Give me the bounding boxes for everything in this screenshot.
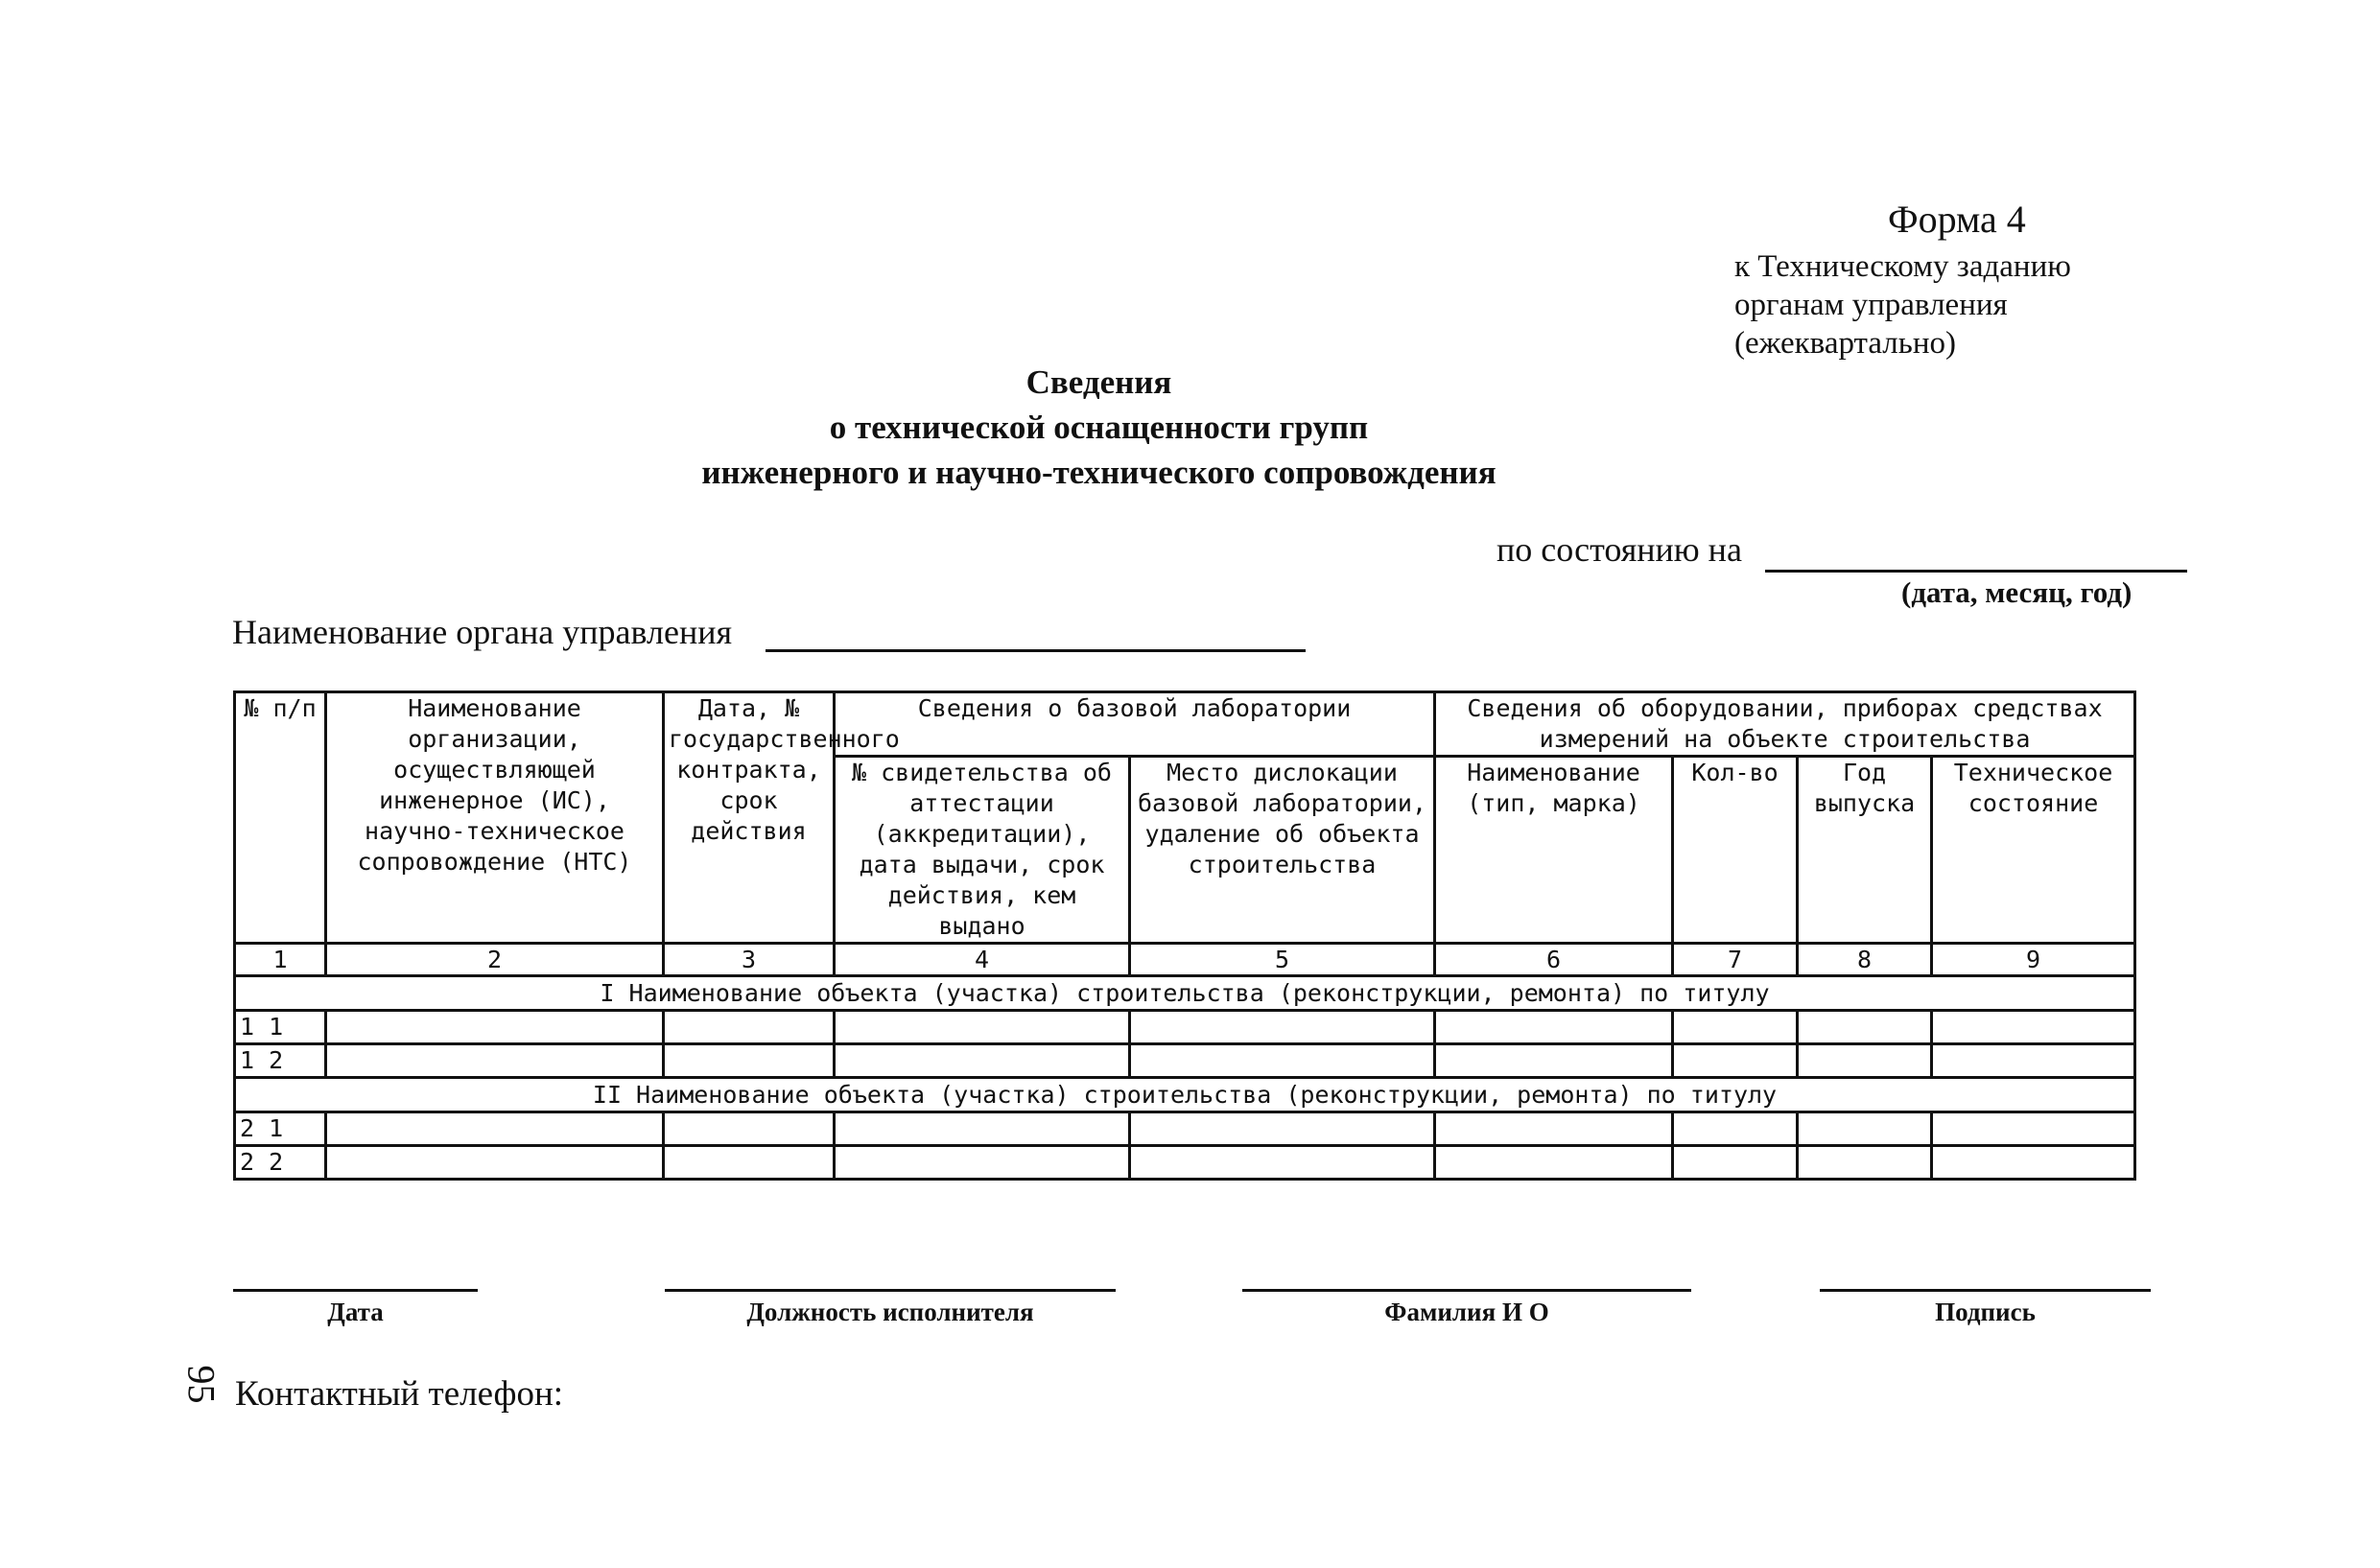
header-group-lab: Сведения о базовой лаборатории bbox=[835, 692, 1435, 757]
table-cell[interactable] bbox=[835, 1112, 1130, 1146]
header-col-condition: Техническое состояние bbox=[1932, 757, 2135, 944]
row-number: 2 2 bbox=[235, 1146, 326, 1180]
table-cell[interactable] bbox=[1130, 1146, 1435, 1180]
document-title bbox=[0, 360, 2380, 495]
form-reference-line-2: органам управления bbox=[1734, 288, 2008, 322]
name-signature-line[interactable] bbox=[1242, 1289, 1691, 1292]
table-row bbox=[235, 1044, 2135, 1078]
status-date-note: (дата, месяц, год) bbox=[1901, 575, 2133, 609]
header-col-certificate: № свидетельства об аттестации (аккредитации), дата выдачи, срок действия, кем выдано bbox=[835, 757, 1130, 944]
table-cell[interactable] bbox=[1673, 1044, 1798, 1078]
table-cell[interactable] bbox=[1798, 1146, 1932, 1180]
page-number: 95 bbox=[179, 1365, 224, 1404]
position-signature-label: Должность исполнителя bbox=[746, 1298, 1034, 1326]
column-number: 8 bbox=[1798, 944, 1932, 976]
status-date-label: по состоянию на bbox=[1496, 530, 1742, 569]
table-cell[interactable] bbox=[1130, 1112, 1435, 1146]
header-col-year: Год выпуска bbox=[1798, 757, 1932, 944]
table-cell[interactable] bbox=[1435, 1112, 1673, 1146]
table-row bbox=[235, 1011, 2135, 1044]
header-col-equipment-name: Наименование (тип, марка) bbox=[1435, 757, 1673, 944]
header-col-quantity: Кол-во bbox=[1673, 757, 1798, 944]
section-row bbox=[235, 976, 2135, 1011]
table-row bbox=[235, 1112, 2135, 1146]
table-cell[interactable] bbox=[835, 1146, 1130, 1180]
date-signature-label: Дата bbox=[327, 1298, 384, 1326]
signature-line[interactable] bbox=[1820, 1289, 2151, 1292]
table-cell[interactable] bbox=[326, 1112, 664, 1146]
header-group-equipment: Сведения об оборудовании, приборах средствах измерений на объекте строительства bbox=[1435, 692, 2135, 757]
section-row bbox=[235, 1078, 2135, 1112]
row-number: 2 1 bbox=[235, 1112, 326, 1146]
section-title: I Наименование объекта (участка) строительства (реконструкции, ремонта) по титулу bbox=[235, 976, 2135, 1011]
table-cell[interactable] bbox=[326, 1044, 664, 1078]
table-cell[interactable] bbox=[1798, 1011, 1932, 1044]
header-col-number: № п/п bbox=[235, 692, 326, 944]
org-name-label: Наименование органа управления bbox=[232, 613, 733, 651]
form-number: Форма 4 bbox=[1888, 198, 2026, 241]
table-cell[interactable] bbox=[664, 1044, 835, 1078]
table-cell[interactable] bbox=[664, 1146, 835, 1180]
header-col-lab-location: Место дислокации базовой лаборатории, удаление об объекта строительства bbox=[1130, 757, 1435, 944]
table-cell[interactable] bbox=[326, 1011, 664, 1044]
column-number: 6 bbox=[1435, 944, 1673, 976]
title-line-2: о технической оснащенности групп bbox=[829, 409, 1369, 446]
title-line-1: Сведения bbox=[1025, 363, 1172, 401]
column-number: 7 bbox=[1673, 944, 1798, 976]
row-number: 1 1 bbox=[235, 1011, 326, 1044]
table-cell[interactable] bbox=[1932, 1146, 2135, 1180]
table-cell[interactable] bbox=[1932, 1011, 2135, 1044]
table-cell[interactable] bbox=[1673, 1011, 1798, 1044]
section-title: II Наименование объекта (участка) строительства (реконструкции, ремонта) по титулу bbox=[235, 1078, 2135, 1112]
column-number: 1 bbox=[235, 944, 326, 976]
header-row-1 bbox=[235, 692, 2135, 757]
table-cell[interactable] bbox=[1435, 1011, 1673, 1044]
table-cell[interactable] bbox=[835, 1011, 1130, 1044]
column-number: 5 bbox=[1130, 944, 1435, 976]
form-reference-line-1: к Техническому заданию bbox=[1734, 249, 2071, 284]
column-number: 2 bbox=[326, 944, 664, 976]
title-line-3: инженерного и научно-технического сопровождения bbox=[701, 454, 1496, 491]
header-col-organization: Наименование организации, осуществляющей инженерное (ИС), научно-техническое сопровождение (НТС) bbox=[326, 692, 664, 944]
table-cell[interactable] bbox=[1673, 1112, 1798, 1146]
equipment-table bbox=[233, 690, 2136, 1181]
column-numbers-row bbox=[235, 944, 2135, 976]
contact-phone-label: Контактный телефон: bbox=[235, 1374, 564, 1414]
signature-label: Подпись bbox=[1935, 1298, 2036, 1326]
column-number: 3 bbox=[664, 944, 835, 976]
table-cell[interactable] bbox=[326, 1146, 664, 1180]
table-cell[interactable] bbox=[1798, 1044, 1932, 1078]
row-number: 1 2 bbox=[235, 1044, 326, 1078]
column-number: 4 bbox=[835, 944, 1130, 976]
date-signature-line[interactable] bbox=[233, 1289, 478, 1292]
table-cell[interactable] bbox=[1435, 1044, 1673, 1078]
table-cell[interactable] bbox=[1130, 1011, 1435, 1044]
table-cell[interactable] bbox=[1435, 1146, 1673, 1180]
table-cell[interactable] bbox=[1798, 1112, 1932, 1146]
table-row bbox=[235, 1146, 2135, 1180]
table-cell[interactable] bbox=[1673, 1146, 1798, 1180]
table-cell[interactable] bbox=[664, 1011, 835, 1044]
table-cell[interactable] bbox=[1130, 1044, 1435, 1078]
form-reference-line-3: (ежеквартально) bbox=[1734, 326, 1956, 361]
column-number: 9 bbox=[1932, 944, 2135, 976]
table-cell[interactable] bbox=[664, 1112, 835, 1146]
header-col-contract: Дата, № государственного контракта, срок действия bbox=[664, 692, 835, 944]
form-reference bbox=[1734, 247, 2071, 363]
position-signature-line[interactable] bbox=[665, 1289, 1116, 1292]
table-cell[interactable] bbox=[1932, 1112, 2135, 1146]
table-cell[interactable] bbox=[835, 1044, 1130, 1078]
status-date-field[interactable] bbox=[1765, 570, 2187, 573]
table-cell[interactable] bbox=[1932, 1044, 2135, 1078]
org-name-field[interactable] bbox=[766, 649, 1306, 652]
name-signature-label: Фамилия И О bbox=[1384, 1298, 1549, 1326]
